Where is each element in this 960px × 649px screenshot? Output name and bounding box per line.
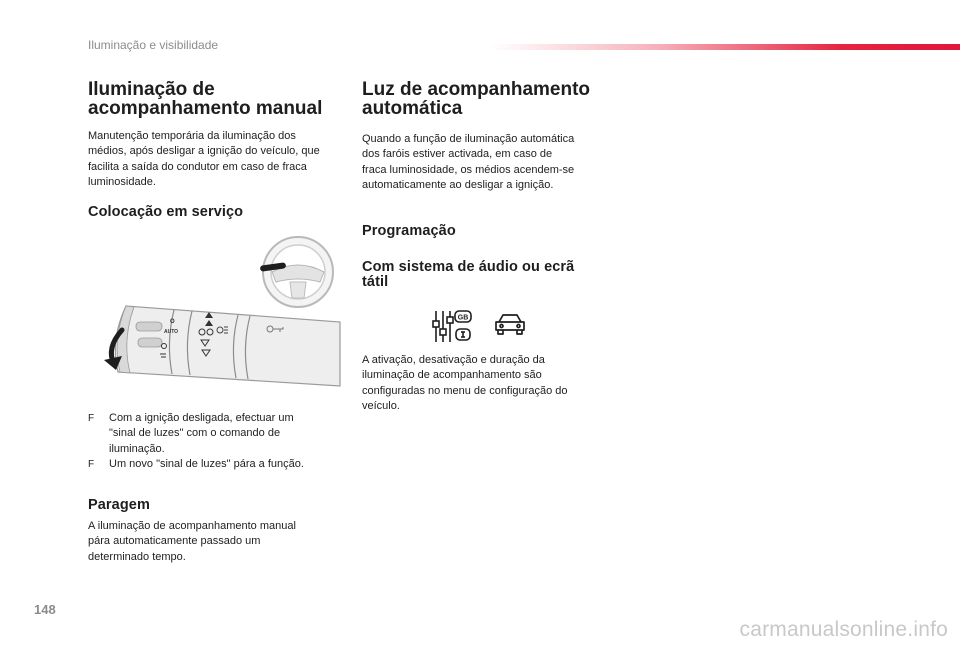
lighting-stalk-illustration — [100, 236, 345, 388]
text-line: "sinal de luzes" com o comando de — [109, 427, 281, 440]
text-line: A ativação, desativação e duração da — [362, 354, 545, 366]
bullet-text — [109, 457, 344, 472]
text-line: veículo. — [362, 399, 400, 412]
text-line: Com a ignição desligada, efectuar um — [109, 412, 294, 424]
activation-heading: Colocação em serviço — [88, 204, 244, 220]
automatic-lighting-title — [362, 80, 590, 118]
title-line: automática — [362, 98, 463, 119]
stop-heading: Paragem — [88, 497, 150, 513]
vehicle-icon — [494, 312, 526, 336]
text-line: Quando a função de iluminação automática — [362, 133, 575, 145]
settings-menu-icon — [432, 309, 474, 345]
section-title: Iluminação e visibilidade — [88, 38, 219, 52]
text-line: automaticamente ao desligar a ignição. — [362, 178, 554, 191]
audio-system-heading — [362, 260, 574, 290]
bullet-text — [109, 411, 344, 457]
manual-lighting-title — [88, 80, 322, 118]
title-line: acompanhamento manual — [88, 98, 323, 119]
header-accent-bar — [490, 44, 960, 50]
text-line: Um novo "sinal de luzes" pára a função. — [109, 458, 304, 470]
text-line: pára automaticamente passado um — [88, 535, 261, 548]
text-line: iluminação. — [109, 442, 165, 455]
bullet-item — [88, 411, 353, 455]
text-line: configuradas no menu de configuração do — [362, 384, 568, 397]
text-line: Manutenção temporária da iluminação dos — [88, 130, 296, 142]
text-line: determinado tempo. — [88, 550, 186, 563]
stop-text — [88, 519, 353, 565]
configuration-text — [362, 353, 612, 414]
text-line: A iluminação de acompanhamento manual — [88, 520, 296, 532]
icon-badge-text: GB — [457, 314, 469, 322]
text-line: dos faróis estiver activada, em caso de — [362, 148, 553, 161]
page-number: 148 — [34, 602, 56, 617]
stalk-lever — [115, 306, 340, 386]
watermark: carmanualsonline.info — [739, 618, 948, 641]
title-line: Luz de acompanhamento — [362, 79, 591, 100]
heading-line: tátil — [362, 274, 389, 290]
programming-heading: Programação — [362, 223, 456, 239]
automatic-lighting-intro — [362, 132, 612, 193]
bullet-item — [88, 457, 353, 473]
text-line: fraca luminosidade, os médios acendem-se — [362, 163, 575, 176]
heading-line: Com sistema de áudio ou ecrã — [362, 259, 575, 275]
text-line: iluminação de acompanhamento são — [362, 369, 542, 382]
text-line: médios, após desligar a ignição do veículo, que — [88, 145, 320, 158]
bullet-marker: F — [88, 459, 95, 470]
title-line: Iluminação de — [88, 79, 215, 100]
stalk-label-off: O — [170, 319, 175, 325]
steering-wheel-icon — [260, 237, 333, 307]
manual-lighting-intro — [88, 129, 353, 190]
bullet-marker: F — [88, 413, 95, 424]
text-line: luminosidade. — [88, 175, 156, 188]
stalk-label-auto: AUTO — [164, 329, 179, 335]
text-line: facilita a saída do condutor em caso de fraca — [88, 160, 307, 173]
